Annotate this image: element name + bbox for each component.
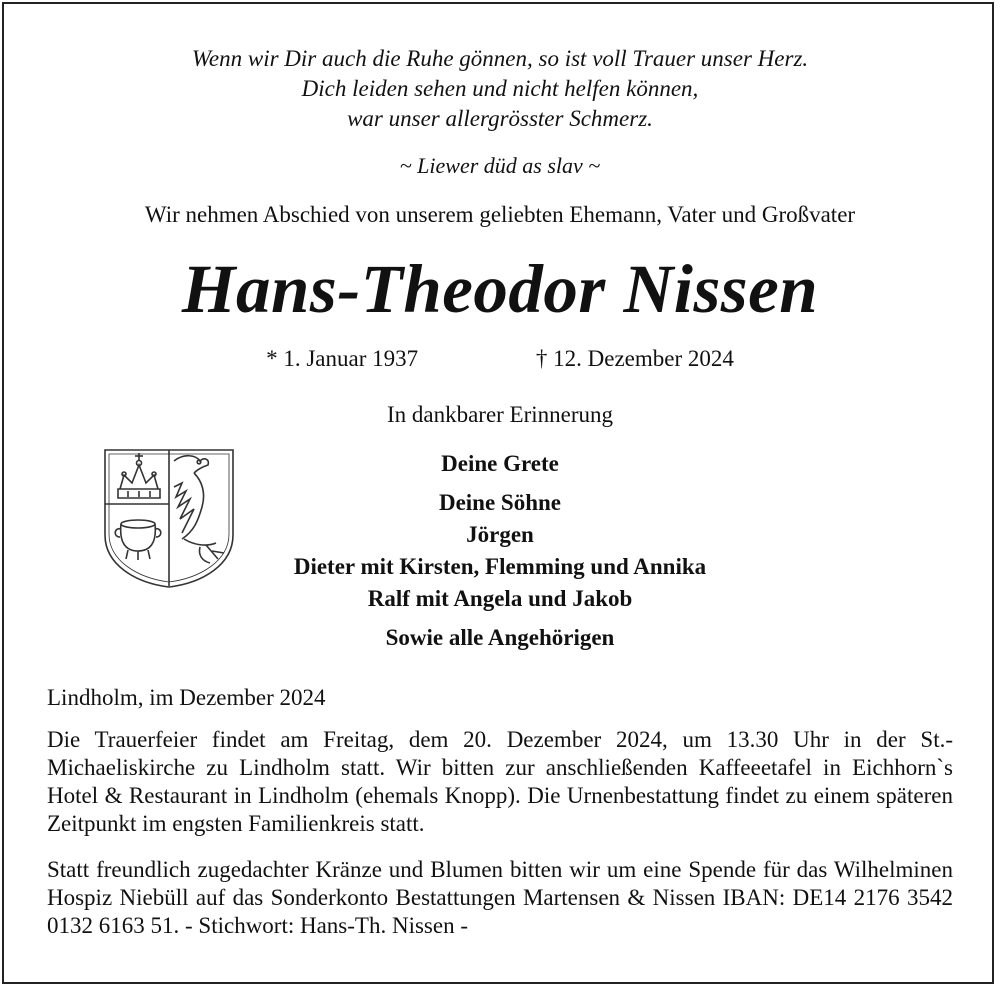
mourner-wife: Deine Grete bbox=[441, 451, 559, 476]
mourner-son-3: Ralf mit Angela und Jakob bbox=[367, 586, 633, 611]
funeral-paragraph: Die Trauerfeier findet am Freitag, dem 20. Dezember 2024, um 13.30 Uhr in der St.-Michaeliskirche zu Lindholm statt. Wir bitten zur anschließenden Kaffeeetafel in Eichhorn`s Hotel & Restaurant in Lindholm (ehemals Knopp). Die Urnenbestattung findet zu einem späteren Zeitpunkt im engsten Familienkreis statt. bbox=[47, 727, 953, 836]
death-date: † 12. Dezember 2024 bbox=[535, 346, 734, 371]
poem bbox=[0, 44, 1000, 134]
mourner-others: Sowie alle Angehörigen bbox=[385, 625, 615, 650]
birth-date: * 1. Januar 1937 bbox=[266, 346, 419, 371]
poem-line-3: war unser allergrösster Schmerz. bbox=[347, 106, 653, 131]
motto: ~ Liewer düd as slav ~ bbox=[399, 153, 601, 178]
life-dates bbox=[0, 346, 1000, 372]
poem-line-2: Dich leiden sehen und nicht helfen können, bbox=[301, 76, 699, 101]
intro-line: Wir nehmen Abschied von unserem geliebten Ehemann, Vater und Großvater bbox=[144, 202, 856, 227]
mourners bbox=[0, 448, 1000, 654]
poem-line-1: Wenn wir Dir auch die Ruhe gönnen, so ist voll Trauer unser Herz. bbox=[191, 46, 809, 71]
mourner-son-2: Dieter mit Kirsten, Flemming und Annika bbox=[293, 554, 707, 579]
deceased-name: Hans-Theodor Nissen bbox=[181, 251, 819, 327]
place-date: Lindholm, im Dezember 2024 bbox=[47, 685, 326, 710]
donation-paragraph: Statt freundlich zugedachter Kränze und Blumen bitten wir um eine Spende für das Wilhelminen Hospiz Niebüll auf das Sonderkonto Bestattungen Martensen & Nissen IBAN: DE14 2176 3542 0132 6163 51. - Stichwort: Hans-Th. Nissen - bbox=[47, 857, 953, 938]
mourner-son-1: Jörgen bbox=[466, 522, 534, 547]
memory-line: In dankbarer Erinnerung bbox=[386, 402, 614, 427]
mourner-sons-heading: Deine Söhne bbox=[438, 490, 562, 515]
